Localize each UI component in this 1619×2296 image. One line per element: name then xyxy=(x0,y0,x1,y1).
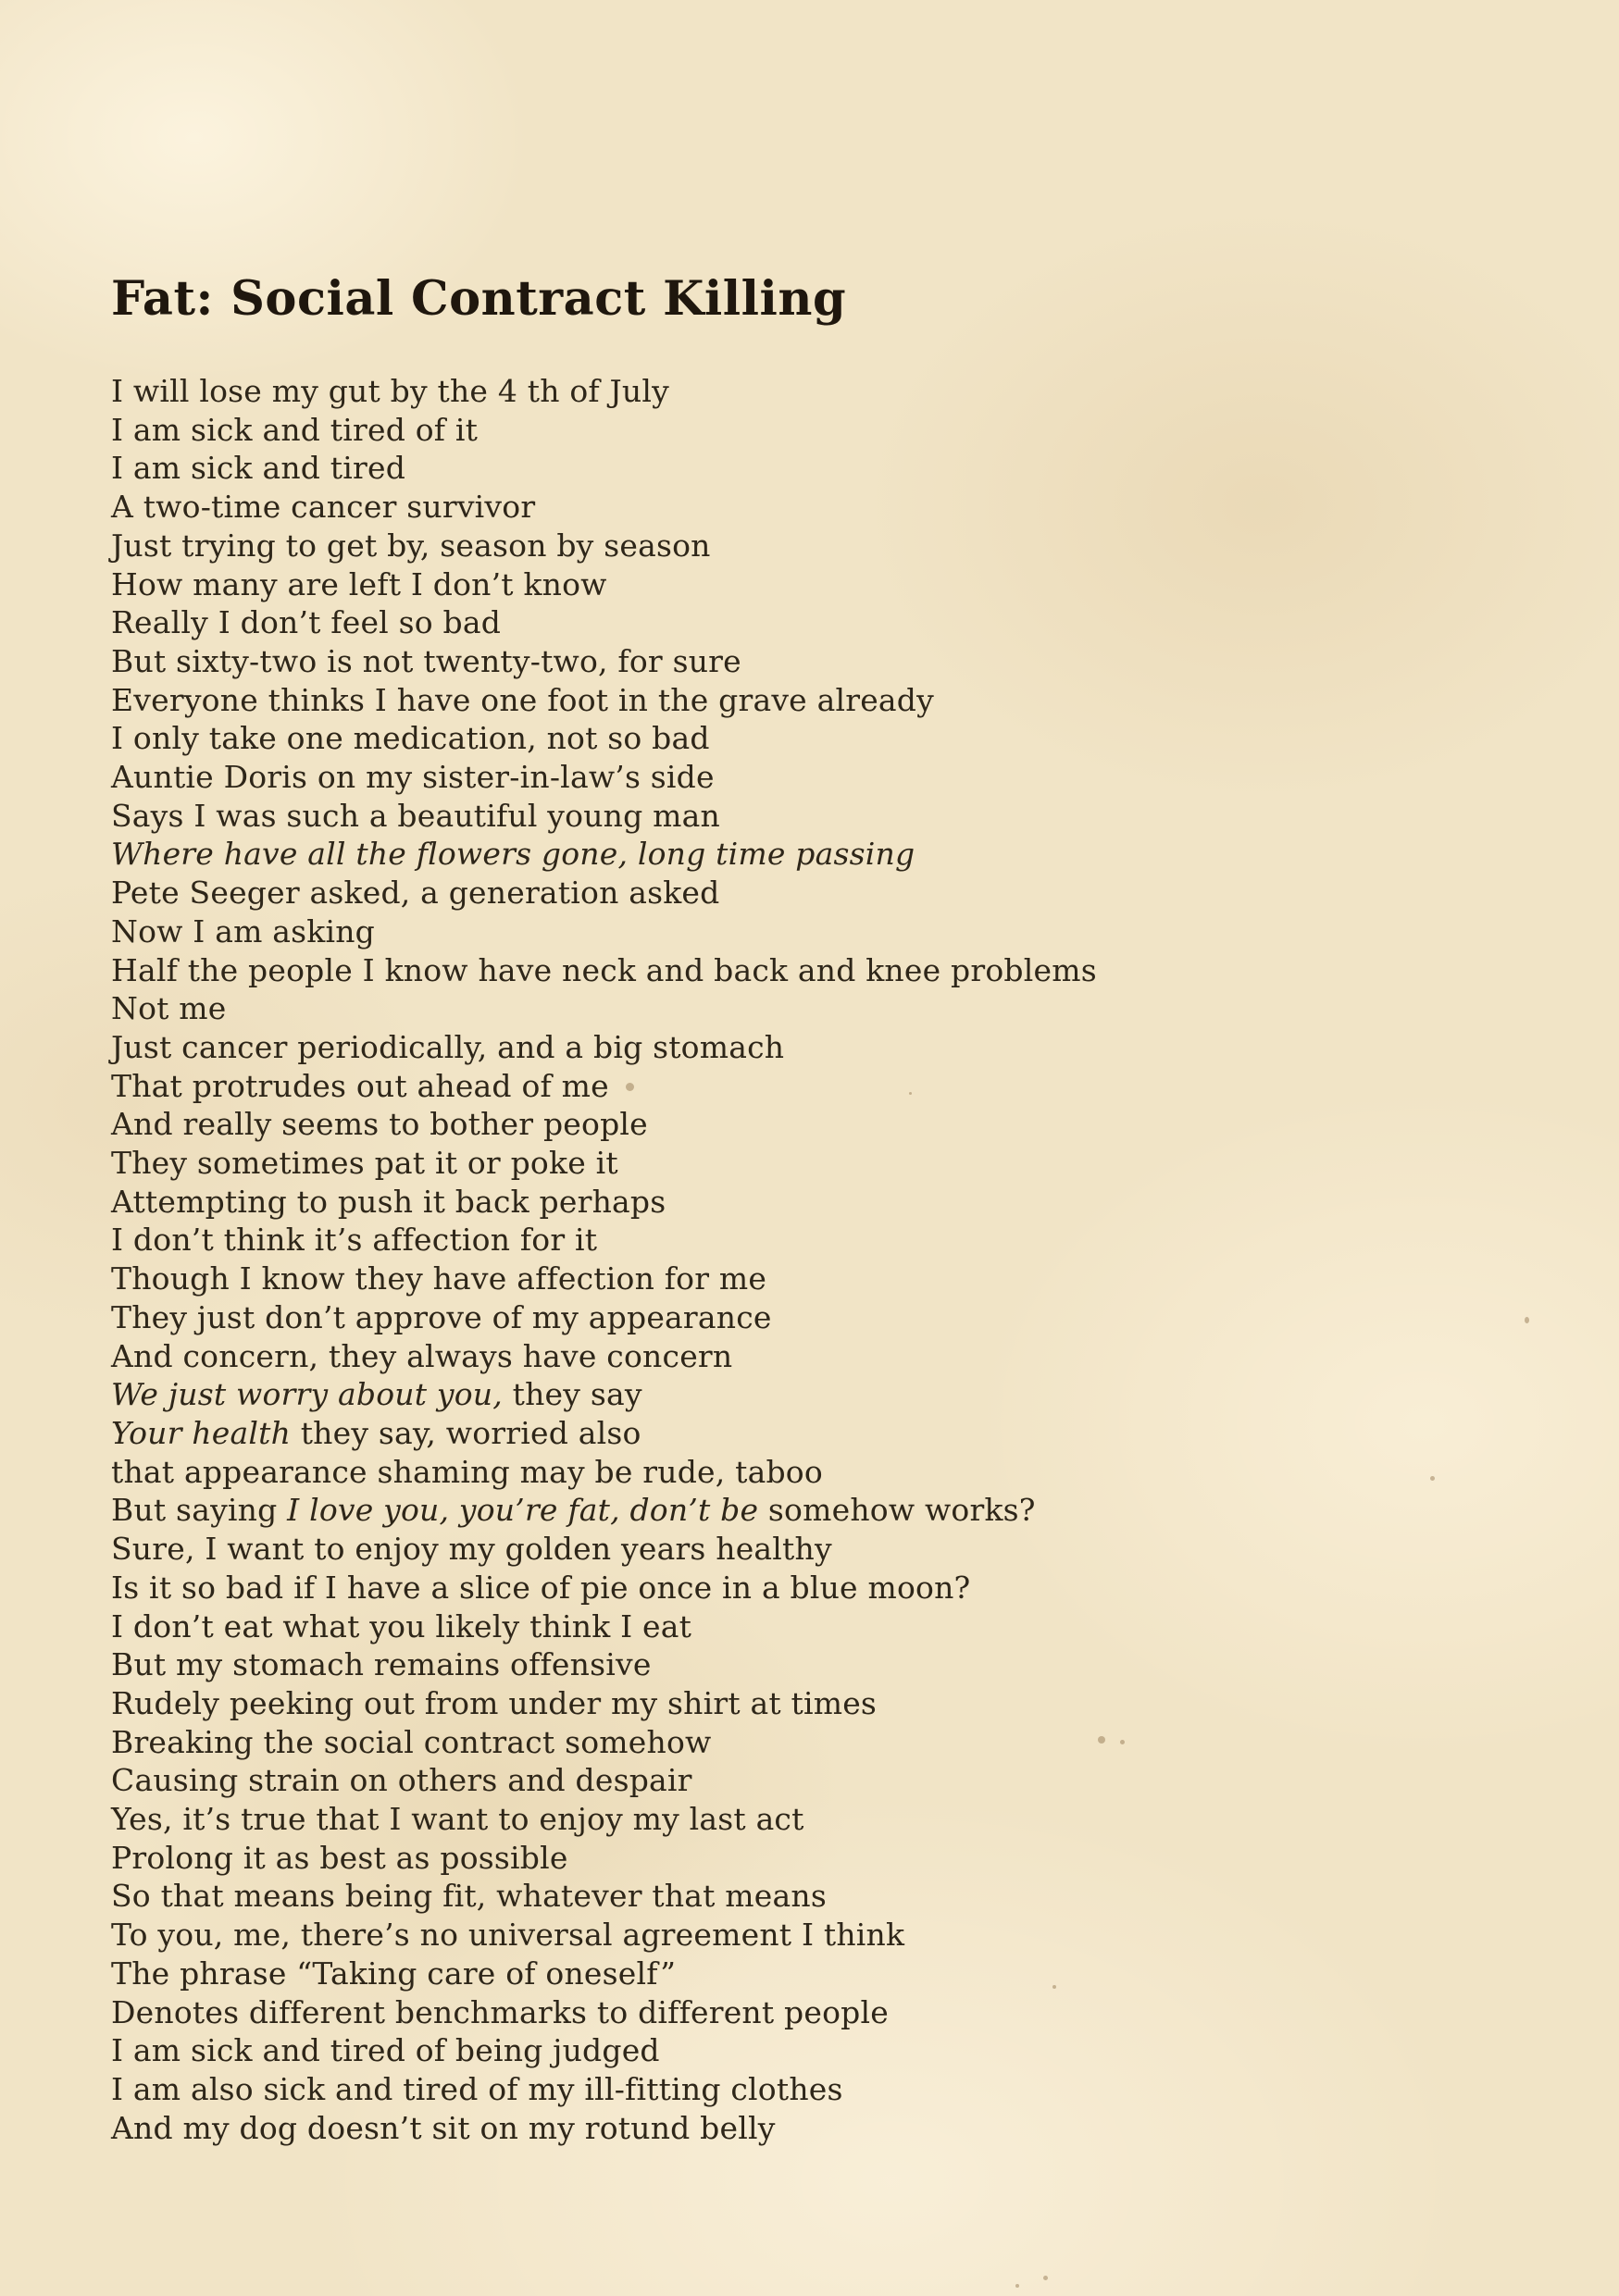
italic-segment: I love you, you’re fat, don’t be xyxy=(287,1492,759,1529)
text-segment: that appearance shaming may be rude, taboo xyxy=(111,1453,823,1490)
text-segment: Breaking the social contract somehow xyxy=(111,1723,712,1760)
poem-line xyxy=(111,1067,1500,1106)
poem-line xyxy=(111,372,1500,411)
poem-line xyxy=(111,1491,1500,1530)
text-segment: To you, me, there’s no universal agreement I think xyxy=(111,1917,905,1954)
text-segment: I will lose my gut by the 4 th of July xyxy=(111,373,669,409)
text-segment: A two-time cancer survivor xyxy=(111,489,536,526)
poem-line xyxy=(111,1761,1500,1800)
poem-line xyxy=(111,951,1500,990)
poem-line xyxy=(111,719,1500,758)
poem-line xyxy=(111,1916,1500,1955)
poem-line xyxy=(111,1183,1500,1222)
poem-line xyxy=(111,603,1500,642)
text-segment: Sure, I want to enjoy my golden years healthy xyxy=(111,1531,832,1568)
text-segment: Denotes different benchmarks to different people xyxy=(111,1993,889,2030)
poem-line xyxy=(111,1993,1500,2032)
text-segment: Yes, it’s true that I want to enjoy my last act xyxy=(111,1801,804,1838)
text-segment: Though I know they have affection for me xyxy=(111,1260,767,1297)
poem-line xyxy=(111,1607,1500,1646)
poem-line xyxy=(111,1684,1500,1723)
text-segment: I am also sick and tired of my ill-fitting clothes xyxy=(111,2070,843,2107)
text-segment: I am sick and tired of it xyxy=(111,411,479,448)
text-segment: Really I don’t feel so bad xyxy=(111,604,502,641)
poem-line xyxy=(111,1800,1500,1839)
text-segment: somehow works? xyxy=(758,1492,1036,1529)
poem-line xyxy=(111,1028,1500,1067)
text-segment: Rudely peeking out from under my shirt at times xyxy=(111,1684,878,1721)
text-segment: Just cancer periodically, and a big stomach xyxy=(111,1028,785,1065)
poem-line xyxy=(111,1877,1500,1916)
text-segment: The phrase “Taking care of oneself” xyxy=(111,1955,677,1992)
text-segment: How many are left I don’t know xyxy=(111,565,607,602)
poem-line xyxy=(111,449,1500,488)
poem-line xyxy=(111,2070,1500,2109)
text-segment: they say xyxy=(502,1376,642,1413)
poem-line xyxy=(111,1144,1500,1183)
text-segment: And my dog doesn’t sit on my rotund belly xyxy=(111,2109,776,2146)
poem-line xyxy=(111,1375,1500,1414)
poem-line xyxy=(111,1337,1500,1376)
text-segment: I only take one medication, not so bad xyxy=(111,720,710,757)
text-segment: Prolong it as best as possible xyxy=(111,1839,568,1876)
text-segment: Now I am asking xyxy=(111,912,375,949)
text-segment: Everyone thinks I have one foot in the grave already xyxy=(111,681,934,718)
poem-line xyxy=(111,1260,1500,1298)
poem-body xyxy=(111,372,1500,2147)
text-segment: But saying xyxy=(111,1492,288,1529)
paper-speck xyxy=(1043,2276,1048,2280)
poem-title: Fat: Social Contract Killing xyxy=(111,271,847,327)
poem-line xyxy=(111,1569,1500,1607)
text-segment: Attempting to push it back perhaps xyxy=(111,1183,666,1220)
text-segment: And concern, they always have concern xyxy=(111,1337,733,1374)
poem-line xyxy=(111,1298,1500,1337)
text-segment: Causing strain on others and despair xyxy=(111,1762,692,1799)
poem-line xyxy=(111,1530,1500,1569)
poem-line xyxy=(111,989,1500,1028)
text-segment: Not me xyxy=(111,990,227,1027)
poem-line xyxy=(111,2109,1500,2148)
poem-line xyxy=(111,1105,1500,1144)
text-segment: Is it so bad if I have a slice of pie once in a blue moon? xyxy=(111,1569,971,1606)
text-segment: Half the people I know have neck and back and knee problems xyxy=(111,951,1097,988)
poem-line xyxy=(111,1645,1500,1684)
text-segment: I don’t think it’s affection for it xyxy=(111,1222,598,1259)
text-segment: Says I was such a beautiful young man xyxy=(111,797,720,834)
paper-speck xyxy=(1525,1317,1529,1323)
poem-line xyxy=(111,681,1500,720)
poem-line xyxy=(111,874,1500,912)
poem-line xyxy=(111,411,1500,450)
poem-line xyxy=(111,2031,1500,2070)
poem-line xyxy=(111,1723,1500,1762)
italic-segment: Your health xyxy=(111,1414,292,1451)
text-segment: That protrudes out ahead of me xyxy=(111,1067,609,1104)
poem-line xyxy=(111,1955,1500,1993)
text-segment: I am sick and tired of being judged xyxy=(111,2032,660,2069)
text-segment: I am sick and tired xyxy=(111,450,406,487)
poem-line xyxy=(111,565,1500,604)
poem-line xyxy=(111,835,1500,874)
poem-line xyxy=(111,642,1500,681)
poem-line xyxy=(111,1414,1500,1453)
text-segment: But my stomach remains offensive xyxy=(111,1646,652,1683)
italic-segment: We just worry about you, xyxy=(111,1376,503,1413)
poem-line xyxy=(111,1839,1500,1878)
text-segment: And really seems to bother people xyxy=(111,1106,648,1143)
text-segment: Just trying to get by, season by season xyxy=(111,527,711,564)
poem-line xyxy=(111,758,1500,797)
text-segment: But sixty-two is not twenty-two, for sure xyxy=(111,642,741,679)
poem-line xyxy=(111,797,1500,836)
poem-line xyxy=(111,1453,1500,1492)
poem-line xyxy=(111,1221,1500,1260)
text-segment: So that means being fit, whatever that means xyxy=(111,1878,827,1915)
poem-line xyxy=(111,527,1500,565)
text-segment: Auntie Doris on my sister-in-law’s side xyxy=(111,759,715,796)
text-segment: They sometimes pat it or poke it xyxy=(111,1145,618,1182)
italic-segment: Where have all the flowers gone, long time passing xyxy=(111,836,915,873)
paper-speck xyxy=(1015,2284,1019,2288)
text-segment: they say, worried also xyxy=(291,1414,641,1451)
text-segment: I don’t eat what you likely think I eat xyxy=(111,1607,692,1644)
poem-line xyxy=(111,912,1500,951)
poem-line xyxy=(111,488,1500,527)
text-segment: They just don’t approve of my appearance xyxy=(111,1298,772,1335)
text-segment: Pete Seeger asked, a generation asked xyxy=(111,875,720,912)
